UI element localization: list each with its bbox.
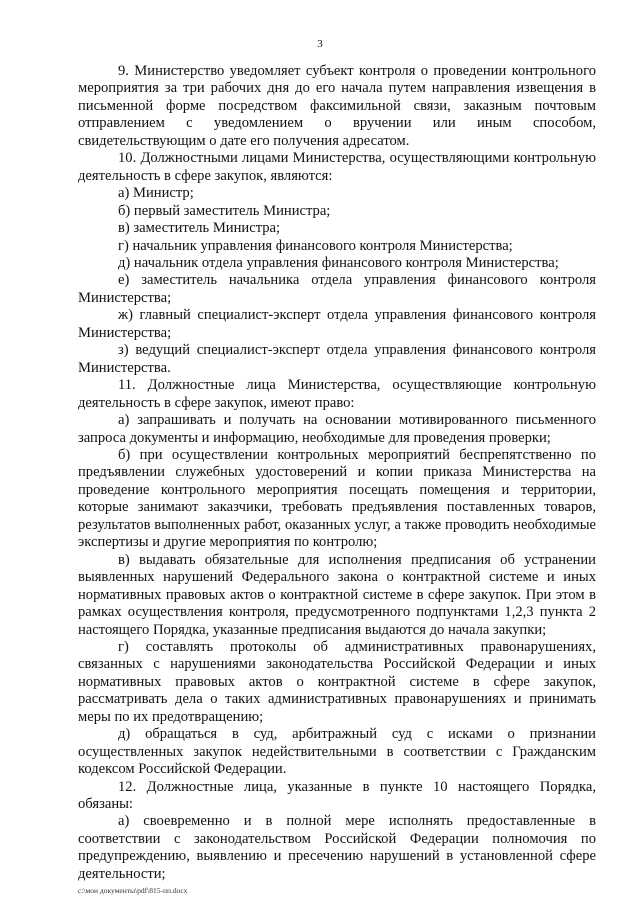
paragraph-10: 10. Должностными лицами Министерства, осуществляющими контрольную деятельность в сфере закупок, являются:	[78, 150, 596, 184]
list-item-11g: г) составлять протоколы об административных правонарушениях, связанных с нарушениями законодательства Российской Федерации и иных нормативных правовых актов о контрактной системе в сфере закупок, рассматривать дела о таких административных правонарушениях и принимать меры по их предотвращению;	[78, 638, 596, 725]
document-body	[78, 63, 596, 883]
list-item-10e: е) заместитель начальника отдела управления финансового контроля Министерства;	[78, 272, 596, 306]
list-item-10z: з) ведущий специалист-эксперт отдела управления финансового контроля Министерства.	[78, 342, 596, 376]
list-item-11d: д) обращаться в суд, арбитражный суд с исками о признании осуществленных закупок недействительными в соответствии с Гражданским кодексом Российской Федерации.	[78, 726, 596, 778]
list-item-11b: б) при осуществлении контрольных мероприятий беспрепятственно по предъявлении служебных удостоверений и копии приказа Министерства на проведение контрольного мероприятия посещать помещения и территории, которые занимают заказчики, требовать предъявления поставленных товаров, результатов выполненных работ, оказанных услуг, а также проводить необходимые экспертизы и другие мероприятия по контролю;	[78, 446, 596, 551]
list-item-10d: д) начальник отдела управления финансового контроля Министерства;	[118, 254, 559, 271]
footer-file-path: c:\мои документы\pdf\815-пп.docx	[78, 886, 188, 895]
list-item-11a: а) запрашивать и получать на основании мотивированного письменного запроса документы и информацию, необходимые для проведения проверки;	[78, 412, 596, 446]
list-item-12a: а) своевременно и в полной мере исполнять предоставленные в соответствии с законодательством Российской Федерации полномочия по предупреждению, выявлению и пресечению нарушений в установленной сфере деятельности;	[78, 813, 596, 882]
list-item-11v: в) выдавать обязательные для исполнения предписания об устранении выявленных нарушений Федерального закона о контрактной системе и иных нормативных правовых актов о контрактной системе в сфере закупок. При этом в рамках осуществления контроля, предусмотренного подпунктами 1,2,3 пункта 2 настоящего Порядка, указанные предписания выдаются до начала закупки;	[78, 551, 596, 638]
paragraph-9: 9. Министерство уведомляет субъект контроля о проведении контрольного мероприятия за три рабочих дня до его начала путем направления извещения в письменной форме посредством факсимильной связи, заказным почтовым отправлением с уведомлением о вручении или иным способом, свидетельствующим о дате его получения адресатом.	[78, 63, 596, 149]
list-item-10zh: ж) главный специалист-эксперт отдела управления финансового контроля Министерства;	[78, 307, 596, 341]
list-item-10g: г) начальник управления финансового контроля Министерства;	[118, 237, 513, 254]
list-item-10b: б) первый заместитель Министра;	[118, 202, 331, 219]
list-item-10a: а) Министр;	[118, 185, 194, 202]
list-item-10v: в) заместитель Министра;	[118, 220, 281, 237]
paragraph-11: 11. Должностные лица Министерства, осуществляющие контрольную деятельность в сфере закупок, имеют право:	[78, 377, 596, 411]
paragraph-12: 12. Должностные лица, указанные в пункте 10 настоящего Порядка, обязаны:	[78, 778, 596, 813]
page-number: 3	[317, 38, 323, 50]
